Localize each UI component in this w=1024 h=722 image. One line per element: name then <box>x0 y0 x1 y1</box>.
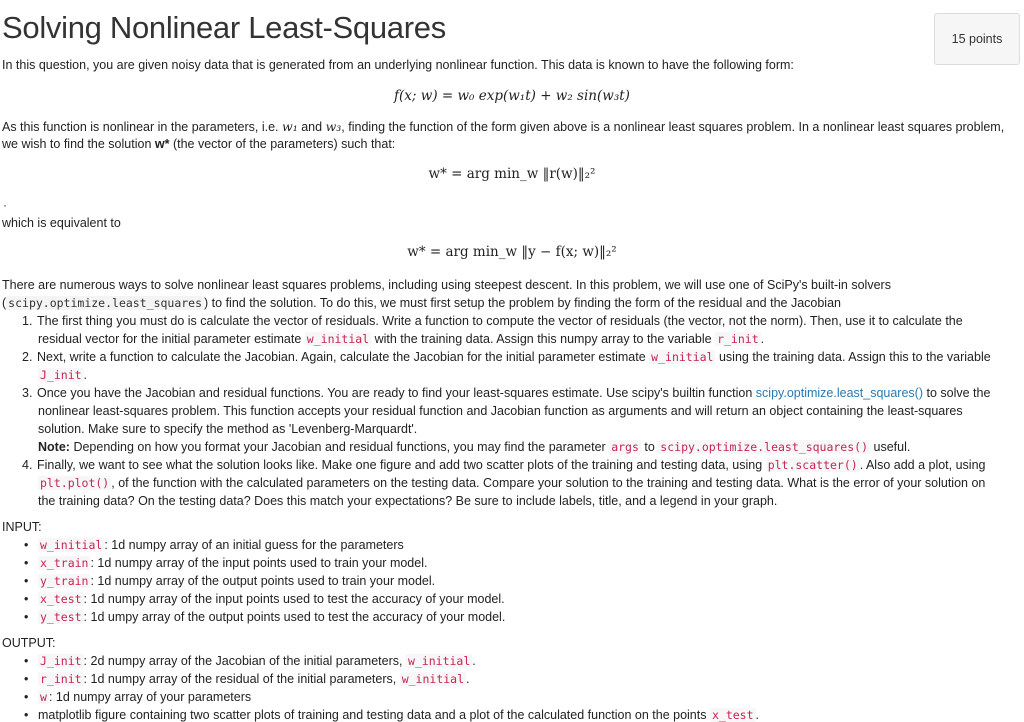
r-init-code: r_init <box>717 332 759 346</box>
w-initial-code: w_initial <box>651 350 714 364</box>
output-code: J_init <box>40 654 82 668</box>
input-code: w_initial <box>40 538 103 552</box>
page-title: Solving Nonlinear Least-Squares <box>2 10 446 45</box>
w-initial-code: w_initial <box>306 332 370 346</box>
output-label: OUTPUT: <box>2 636 56 650</box>
step-1-line1: The first thing you must do is calculate the vector of residuals. Write a function to compute the vector of residuals (the vector, not the norm). Then, use it to calculate the <box>37 314 963 328</box>
w3-symbol: w₃ <box>325 119 342 134</box>
para3-line2: ( scipy.optimize.least_squares ) to find the solution. To do this, we must first setup the problem by finding the form of the residual and the Jacobian <box>2 296 841 310</box>
input-desc: : 1d numpy array of the input points used to test the accuracy of your model. <box>83 592 505 606</box>
least-squares-doc-link[interactable]: scipy.optimize.least_squares() <box>755 386 923 400</box>
step-2-text-b: using the training data. Assign this to the variable <box>718 350 991 364</box>
step-4-line3: the training data? On the testing data? Does this match your expectations? Be sure to include labels, title, and a legend in your graph. <box>38 494 778 508</box>
argmin-data-equation: w* = arg min_w ‖y − f(x; w)‖₂² <box>407 244 617 260</box>
input-desc: : 1d numpy array of the input points used to train your model. <box>90 556 428 570</box>
output-end: . <box>472 654 476 668</box>
output-desc: : 1d numpy array of your parameters <box>48 690 252 704</box>
input-item: • x_train : 1d numpy array of the input points used to train your model. <box>24 556 428 570</box>
intro-text: In this question, you are given noisy data that is generated from an underlying nonlinear function. This data is known to have the following form: <box>2 58 794 72</box>
note-text-b: to <box>644 440 655 454</box>
input-code: y_test <box>40 610 82 624</box>
para3-line1: There are numerous ways to solve nonlinear least squares problems, including using steepest descent. In this problem, we will use one of SciPy's built-in solvers <box>2 278 891 292</box>
equivalent-text: which is equivalent to <box>2 216 121 230</box>
input-desc: : 1d umpy array of the output points used to test the accuracy of your model. <box>83 610 506 624</box>
input-label: INPUT: <box>2 520 42 534</box>
least-squares-code: scipy.optimize.least_squares() <box>660 440 869 454</box>
output-item: • J_init : 2d numpy array of the Jacobian of the initial parameters, w_initial . <box>24 654 476 668</box>
para2-text-d: (the vector of the parameters) such that: <box>172 137 396 151</box>
plt-plot-code: plt.plot() <box>40 476 110 490</box>
input-item: • w_initial : 1d numpy array of an initial guess for the parameters <box>24 538 404 552</box>
step-3-text-b: to solve the <box>926 386 991 400</box>
wstar-symbol: w* <box>154 137 170 151</box>
step-3-line2: nonlinear least-squares problem. This function accepts your residual function and Jacobian function as arguments and will return an object containing the least-squares <box>38 404 963 418</box>
note-label: Note: <box>38 440 70 454</box>
args-code: args <box>611 440 639 454</box>
input-item: • y_test : 1d umpy array of the output points used to test the accuracy of your model. <box>24 610 506 624</box>
para2-text-a: As this function is nonlinear in the parameters, i.e. <box>2 120 279 134</box>
para3-text-b: ) to find the solution. To do this, we must first setup the problem by finding the form of the residual and the Jacobian <box>204 296 841 310</box>
input-code: x_train <box>40 556 89 570</box>
output-item: • w : 1d numpy array of your parameters <box>24 690 252 704</box>
least-squares-code: scipy.optimize.least_squares <box>8 296 203 310</box>
output-item: • r_init : 1d numpy array of the residual of the initial parameters, w_initial . <box>24 672 470 686</box>
step-1-text-a: residual vector for the initial parameter estimate <box>38 332 302 346</box>
step-4-line2 <box>38 476 985 490</box>
output-item: • matplotlib figure containing two scatter plots of training and testing data and a plot of the calculated function on the points x_test . <box>24 708 759 722</box>
input-code: y_train <box>40 574 89 588</box>
step-2-text-a: Next, write a function to calculate the Jacobian. Again, calculate the Jacobian for the initial parameter estimate <box>37 350 646 364</box>
step-1-num: 1. <box>22 314 33 328</box>
step-3-num: 3. <box>22 386 33 400</box>
step-2 <box>22 350 991 364</box>
output-code: r_init <box>40 672 82 686</box>
step-1 <box>22 314 963 328</box>
step-1-text-b: with the training data. Assign this numpy array to the variable <box>374 332 712 346</box>
step-4-text-c: , of the function with the calculated parameters on the testing data. Compare your solution to the training and testing data. What is the error of your solution on <box>111 476 986 490</box>
w1-symbol: w₁ <box>282 119 298 134</box>
output-desc: : 1d numpy array of the residual of the initial parameters, <box>83 672 397 686</box>
input-desc: : 1d numpy array of an initial guess for the parameters <box>104 538 404 552</box>
x-test-code: x_test <box>711 708 754 722</box>
step-2-num: 2. <box>22 350 33 364</box>
input-desc: : 1d numpy array of the output points used to train your model. <box>90 574 436 588</box>
step-3-text-a: Once you have the Jacobian and residual functions. You are ready to find your least-squares estimate. Use scipy's builtin function <box>37 386 753 400</box>
w-initial-code: w_initial <box>401 672 465 686</box>
input-code: x_test <box>40 592 82 606</box>
model-equation: f(x; w) = w₀ exp(w₁t) + w₂ sin(w₃t) <box>394 88 630 104</box>
and-text: and <box>301 120 323 134</box>
step-2-end: . <box>83 368 88 382</box>
step-4-text-a: Finally, we want to see what the solution looks like. Make one figure and add two scatter plots of the training and testing data, using <box>37 458 763 472</box>
output-desc: matplotlib figure containing two scatter plots of training and testing data and a plot of the calculated function on the points <box>38 708 707 722</box>
step-3-line3: solution. Make sure to specify the method as 'Levenberg-Marquardt'. <box>38 422 418 436</box>
output-desc: : 2d numpy array of the Jacobian of the initial parameters, <box>83 654 403 668</box>
note-text-a: Depending on how you format your Jacobian and residual functions, you may find the parameter <box>73 440 606 454</box>
input-item: • x_test : 1d numpy array of the input points used to test the accuracy of your model. <box>24 592 505 606</box>
plt-scatter-code: plt.scatter() <box>767 458 858 472</box>
note-text-c: useful. <box>873 440 911 454</box>
w-initial-code: w_initial <box>407 654 471 668</box>
output-end: . <box>466 672 470 686</box>
para2-text-c: we wish to find the solution <box>2 137 152 151</box>
step-1-cont <box>38 332 764 346</box>
step-3-note <box>38 440 910 454</box>
step-4-text-b: . Also add a plot, using <box>859 458 986 472</box>
step-4-num: 4. <box>22 458 33 472</box>
para2-line1 <box>2 119 1004 134</box>
j-init-code: J_init <box>40 368 82 382</box>
step-3 <box>22 386 990 400</box>
input-item: • y_train : 1d numpy array of the output points used to train your model. <box>24 574 436 588</box>
para2-line2 <box>2 137 395 151</box>
stray-dot: · <box>3 198 7 212</box>
output-end: . <box>755 708 759 722</box>
para2-text-b: , finding the function of the form given above is a nonlinear least squares problem. In a nonlinear least squares problem, <box>341 120 1005 134</box>
points-badge: 15 points <box>934 13 1020 65</box>
output-code: w <box>40 690 47 704</box>
step-2-cont <box>38 368 87 382</box>
step-1-end: . <box>760 332 765 346</box>
step-4 <box>22 458 985 472</box>
argmin-residual-equation: w* = arg min_w ‖r(w)‖₂² <box>428 166 596 182</box>
